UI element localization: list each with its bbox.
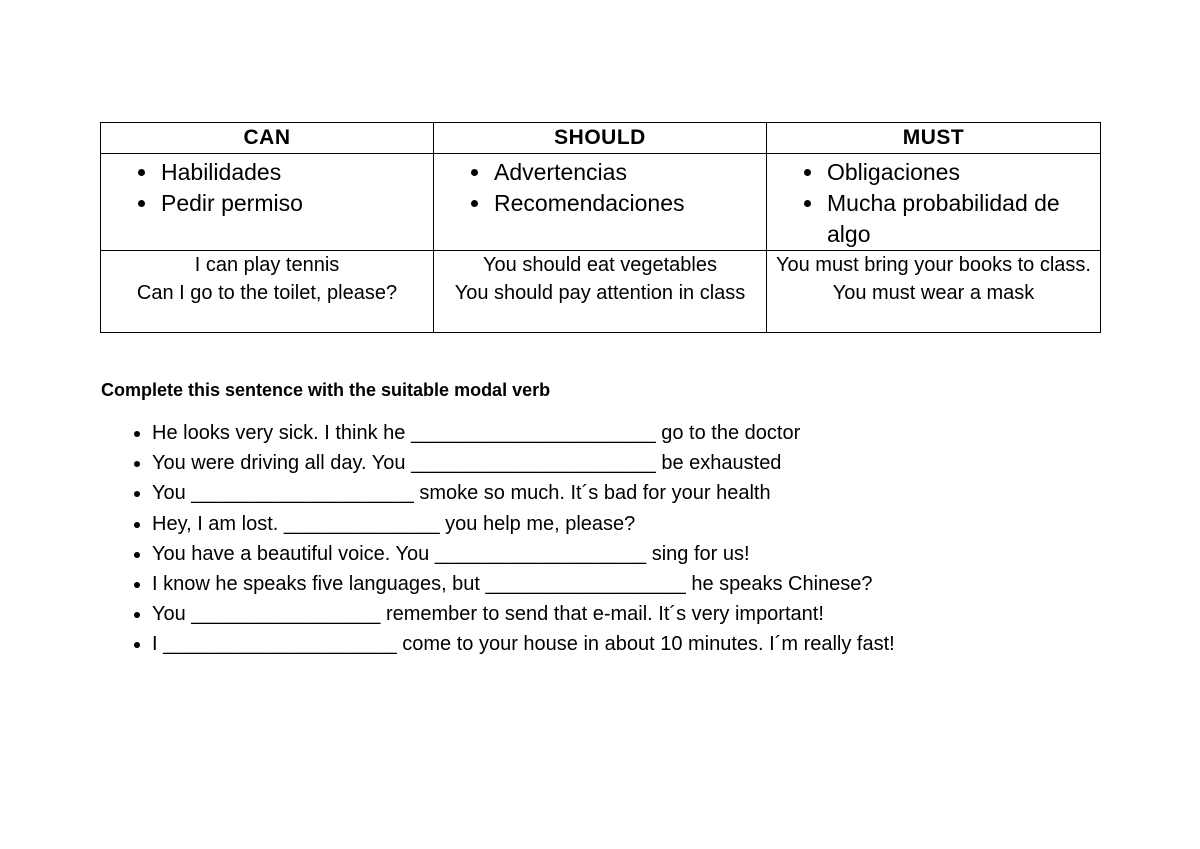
- exercise-item: • You have a beautiful voice. You ___________________ sing for us!: [152, 539, 1152, 569]
- exercise-item: • He looks very sick. I think he ______________________ go to the doctor: [152, 418, 1152, 448]
- example-sentence: Can I go to the toilet, please?: [136, 282, 398, 304]
- table-header-row: [101, 123, 1101, 154]
- list-item: • Recomendaciones: [492, 188, 766, 219]
- example-sentence: You should pay attention in class: [454, 282, 746, 304]
- list-item: • Mucha probabilidad de algo: [825, 188, 1100, 250]
- example-sentence: You must bring your books to class.: [776, 254, 1091, 276]
- header-should: SHOULD: [434, 123, 767, 154]
- exercise-item: • Hey, I am lost. ______________ you help me, please?: [152, 509, 1152, 539]
- exercise-item: • You ____________________ smoke so much. It´s bad for your health: [152, 478, 1152, 508]
- exercise-item: • I _____________________ come to your house in about 10 minutes. I´m really fast!: [152, 629, 1152, 659]
- examples-must: [767, 251, 1101, 333]
- uses-must: [767, 154, 1101, 251]
- list-item: • Habilidades: [159, 157, 433, 188]
- uses-can: [101, 154, 434, 251]
- exercise-title: Complete this sentence with the suitable modal verb: [101, 380, 551, 400]
- uses-should: [434, 154, 767, 251]
- example-sentence: I can play tennis: [194, 254, 340, 276]
- example-sentence: You must wear a mask: [832, 282, 1035, 304]
- header-must: MUST: [767, 123, 1101, 154]
- examples-can: [101, 251, 434, 333]
- header-can: CAN: [101, 123, 434, 154]
- exercise-item: • You were driving all day. You ______________________ be exhausted: [152, 448, 1152, 478]
- list-item: • Advertencias: [492, 157, 766, 188]
- exercise-item: • You _________________ remember to send that e-mail. It´s very important!: [152, 599, 1152, 629]
- examples-should: [434, 251, 767, 333]
- table-examples-row: [101, 251, 1101, 333]
- example-sentence: You should eat vegetables: [483, 254, 717, 276]
- exercise-list: [100, 418, 1152, 660]
- modal-verbs-table: [100, 122, 1101, 333]
- table-uses-row: [101, 154, 1101, 251]
- list-item: • Obligaciones: [825, 157, 1100, 188]
- list-item: • Pedir permiso: [159, 188, 433, 219]
- exercise-item: • I know he speaks five languages, but __________________ he speaks Chinese?: [152, 569, 1152, 599]
